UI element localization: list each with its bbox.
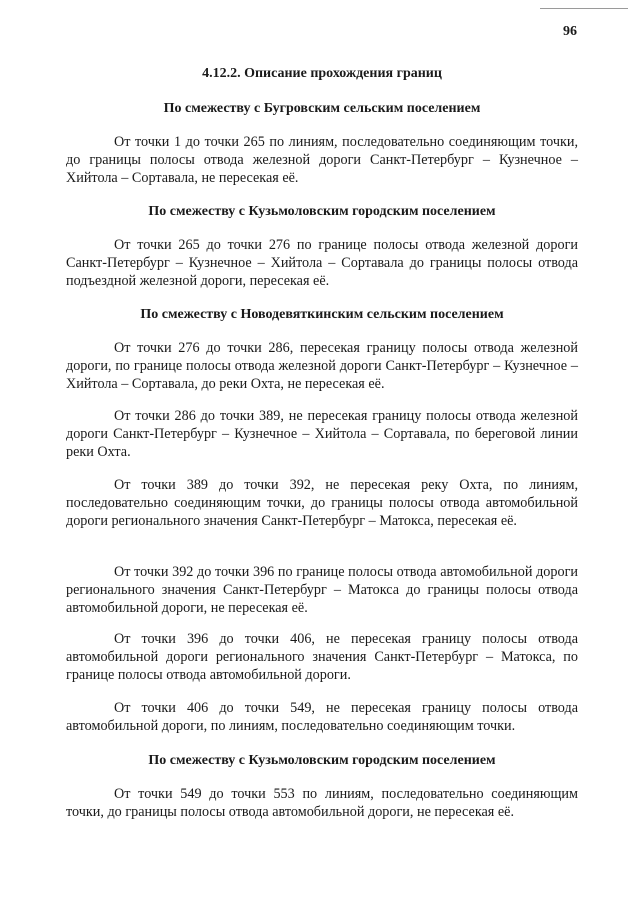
paragraph: От точки 396 до точки 406, не пересекая границу полосы отвода автомобильной дороги регионального значения Санкт-Петербург – Матокса, по границе полосы отвода автомобильной дороги. [66, 631, 578, 683]
paragraph: От точки 392 до точки 396 по границе полосы отвода автомобильной дороги регионального значения Санкт-Петербург – Матокса до границы полосы отвода автомобильной дороги, не пересекая её. [66, 564, 578, 616]
paragraph: От точки 276 до точки 286, пересекая границу полосы отвода железной дороги, по границе полосы отвода железной дороги Санкт-Петербург – Кузнечное – Хийтола – Сортавала, до реки Охта, не пересекая её. [66, 340, 578, 392]
section-title: 4.12.2. Описание прохождения границ [202, 66, 442, 81]
paragraph: От точки 286 до точки 389, не пересекая границу полосы отвода железной дороги Санкт-Петербург – Кузнечное – Хийтола – Сортавала, по береговой линии реки Охта. [66, 408, 578, 460]
block-heading-bugrovskoe: По смежеству с Бугровским сельским поселением [163, 101, 481, 116]
paragraph: От точки 265 до точки 276 по границе полосы отвода железной дороги Санкт-Петербург – Кузнечное – Хийтола – Сортавала до границы полосы отвода подъездной железной дороги, пересекая её. [66, 237, 578, 289]
paragraph: От точки 406 до точки 549, не пересекая границу полосы отвода автомобильной дороги, по линиям, последовательно соединяющим точки. [66, 700, 578, 734]
paragraph: От точки 1 до точки 265 по линиям, последовательно соединяющим точки, до границы полосы отвода железной дороги Санкт-Петербург – Кузнечное – Хийтола – Сортавала, не пересекая её. [66, 134, 578, 186]
block-heading-kuzmolovskoe-2: По смежеству с Кузьмоловским городским поселением [148, 753, 496, 768]
paragraph: От точки 389 до точки 392, не пересекая реку Охта, по линиям, последовательно соединяющим точки, до границы полосы отвода автомобильной дороги регионального значения Санкт-Петербург – Матокса, пересекая её. [66, 477, 578, 529]
block-heading-kuzmolovskoe: По смежеству с Кузьмоловским городским поселением [148, 204, 496, 219]
header-rule [540, 8, 628, 9]
paragraph: От точки 549 до точки 553 по линиям, последовательно соединяющим точки, до границы полосы отвода автомобильной дороги, не пересекая её. [66, 786, 578, 820]
page-number: 96 [563, 24, 577, 39]
block-heading-novodevyatkinskoe: По смежеству с Новодевяткинским сельским поселением [140, 307, 504, 322]
